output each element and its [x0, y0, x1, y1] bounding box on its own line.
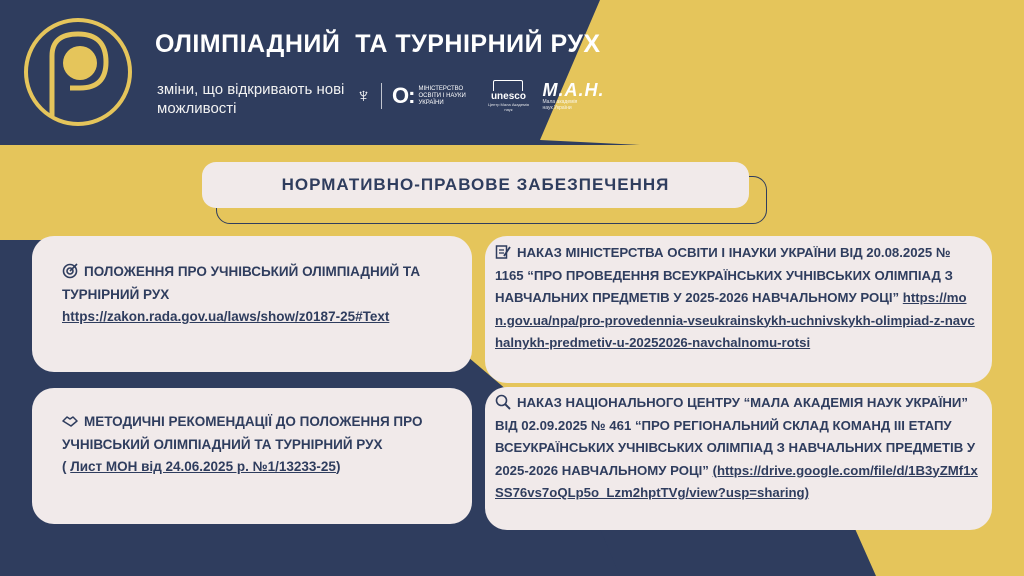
mon-logo: [392, 83, 474, 109]
page-title: ОЛІМПІАДНИЙ ТА ТУРНІРНИЙ РУХ: [155, 30, 601, 58]
handshake-icon: [62, 413, 78, 429]
card-order-man-text: НАКАЗ НАЦІОНАЛЬНОГО ЦЕНТРУ “МАЛА АКАДЕМІЯ НАУК УКРАЇНИ” ВІД 02.09.2025 № 461 “ПРО РЕГІОНАЛЬНИЙ СКЛАД КОМАНД ІІІ ЕТАПУ ВСЕУКРАЇНСЬКИХ УЧНІВСЬКИХ ОЛІМПІАД З НАВЧАЛЬНИХ ПРЕДМЕТІВ У 2025-2026 НАВЧАЛЬНОМУ РОЦІ”: [495, 395, 976, 478]
card-regulation-text: ПОЛОЖЕННЯ ПРО УЧНІВСЬКИЙ ОЛІМПІАДНИЙ ТА ТУРНІРНИЙ РУХ: [62, 264, 421, 302]
mon-logo-text: МІНІСТЕРСТВО ОСВІТИ І НАУКИ УКРАЇНИ: [418, 85, 466, 106]
man-logo: [542, 81, 604, 111]
target-icon: [62, 263, 78, 279]
unesco-logo-sub: Центр Мала Академія наук: [487, 102, 529, 112]
card-recommendations: [32, 388, 472, 524]
man-logo-mark: М.А.Н.: [542, 80, 605, 100]
magnifier-icon: [495, 394, 511, 410]
unesco-temple-icon: [493, 80, 523, 91]
card-recommendations-text: МЕТОДИЧНІ РЕКОМЕНДАЦІЇ ДО ПОЛОЖЕННЯ ПРО УЧНІВСЬКИЙ ОЛІМПІАДНИЙ ТА ТУРНІРНИЙ РУХ: [62, 414, 423, 452]
ukraine-trident-icon: ♆: [356, 85, 371, 107]
section-title: НОРМАТИВНО-ПРАВОВЕ ЗАБЕЗПЕЧЕННЯ: [202, 162, 749, 208]
card-order-mon: [485, 236, 992, 383]
card-order-mon-text: НАКАЗ МІНІСТЕРСТВА ОСВІТИ І ІНАУКИ УКРАЇНИ ВІД 20.08.2025 № 1165 “ПРО ПРОВЕДЕННЯ ВСЕУКРАЇНСЬКИХ УЧНІВСЬКИХ ОЛІМПІАД З НАВЧАЛЬНИХ ПРЕДМЕТІВ У 2025-2026 НАВЧАЛЬНОМУ РОЦІ”: [495, 245, 953, 305]
olympiad-p-logo: [22, 16, 134, 128]
document-pen-icon: [495, 244, 511, 260]
order-mon-link[interactable]: https://mon.gov.ua/npa/pro-provedennia-vseukrainskykh-uchnivskykh-olimpiad-z-navchalnykh-predmetiv-u-20252026-navchalnomu-rotsi: [495, 290, 975, 350]
divider: [381, 83, 382, 109]
unesco-logo: [484, 80, 532, 112]
paren-open: (: [62, 459, 71, 474]
mon-logo-mark: O:: [392, 83, 415, 108]
section-header: [202, 162, 749, 208]
man-logo-sub: Мала академія наук України: [542, 99, 578, 111]
card-regulation: [32, 236, 472, 372]
partner-logos: [356, 80, 604, 112]
order-man-link[interactable]: (https://drive.google.com/file/d/1B3yZMf1xSS76vs7oQLp5o_Lzm2hptTVg/view?usp=sharing): [495, 462, 978, 500]
card-order-man: [485, 387, 992, 530]
paren-close: ): [335, 459, 341, 474]
regulation-link[interactable]: https://zakon.rada.gov.ua/laws/show/z0187-25#Text: [62, 309, 390, 324]
recommendations-link[interactable]: Лист МОН від 24.06.2025 р. №1/13233-25: [70, 459, 336, 474]
unesco-logo-word: unesco: [490, 91, 526, 102]
page-subtitle: зміни, що відкривають нові можливості: [157, 81, 345, 117]
